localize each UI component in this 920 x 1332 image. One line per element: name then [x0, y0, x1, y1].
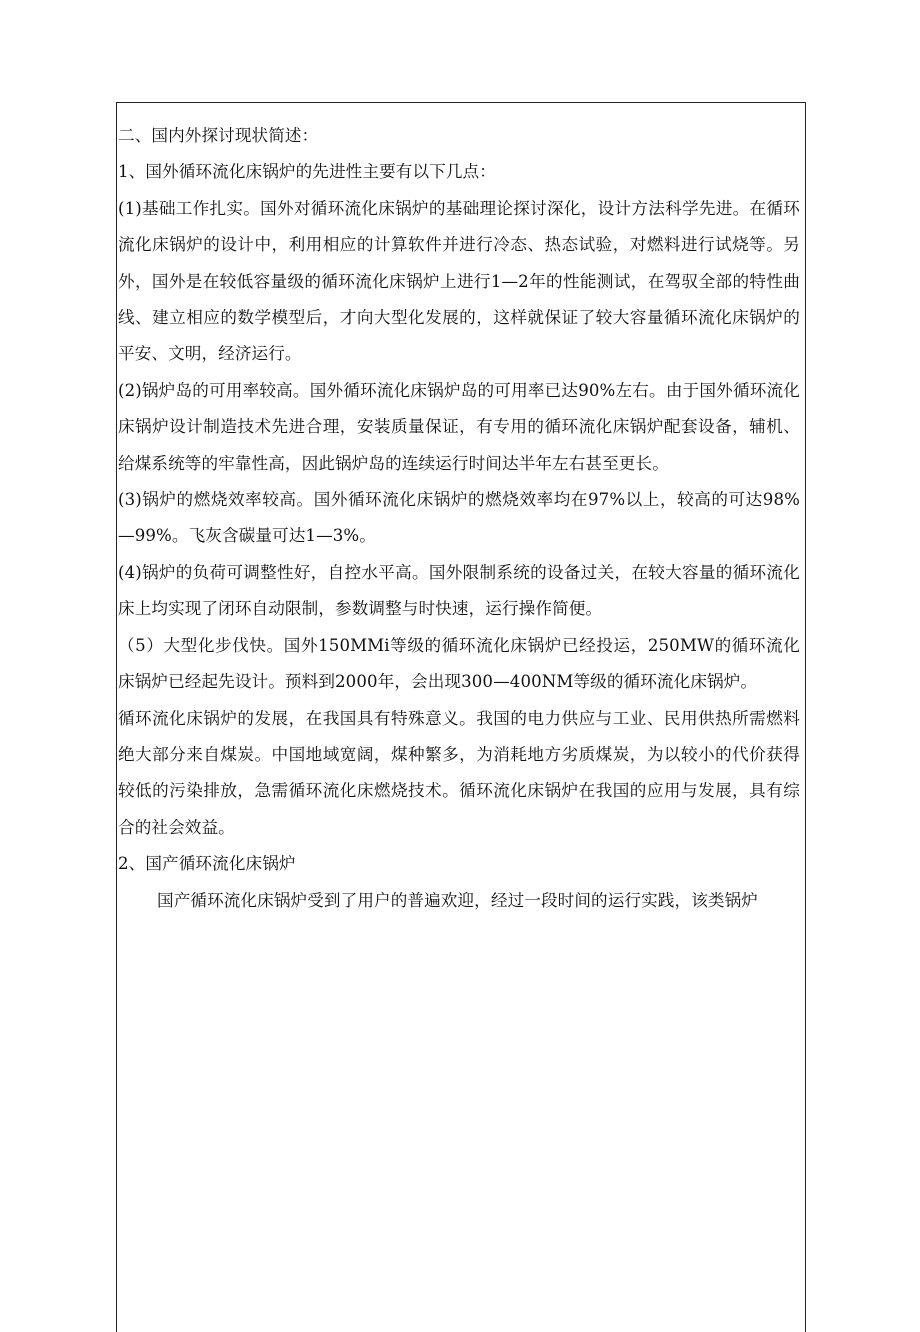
subheading-foreign-advantages: 1、国外循环流化床锅炉的先进性主要有以下几点：: [118, 162, 496, 182]
paragraph-item-5: （5）大型化步伐快。国外150MMi等级的循环流化床锅炉已经投运，250MW的循环流化床锅炉已经起先设计。预料到2000年，会出现300—400NM等级的循环流化床锅炉。: [118, 635, 800, 692]
paragraph-item-1: (1)基础工作扎实。国外对循环流化床锅炉的基础理论探讨深化，设计方法科学先进。在循环流化床锅炉的设计中，利用相应的计算软件并进行冷态、热态试验，对燃料进行试烧等。另外，国外是在较低容量级的循环流化床锅炉上进行1—2年的性能测试，在驾驭全部的特性曲线、建立相应的数学模型后，才向大型化发展的，这样就保证了较大容量循环流化床锅炉的平安、文明，经济运行。: [118, 198, 800, 364]
section-heading: 二、国内外探讨现状简述：: [118, 126, 319, 145]
paragraph-summary: 循环流化床锅炉的发展，在我国具有特殊意义。我国的电力供应与工业、民用供热所需燃料绝大部分来自煤炭。中国地域宽阔，煤种繁多，为消耗地方劣质煤炭，为以较小的代价获得较低的污染排放，急需循环流化床燃烧技术。循环流化床锅炉在我国的应用与发展，具有综合的社会效益。: [118, 708, 800, 837]
paragraph-item-3: (3)锅炉的燃烧效率较高。国外循环流化床锅炉的燃烧效率均在97%以上，较高的可达98%—99%。飞灰含碳量可达1—3%。: [118, 490, 800, 546]
document-body: [118, 118, 800, 919]
paragraph-domestic: 国产循环流化床锅炉受到了用户的普遍欢迎，经过一段时间的运行实践，该类锅炉: [157, 890, 758, 910]
subheading-domestic-boilers: 2、国产循环流化床锅炉: [118, 854, 296, 874]
paragraph-item-2: (2)锅炉岛的可用率较高。国外循环流化床锅炉岛的可用率已达90%左右。由于国外循环流化床锅炉设计制造技术先进合理，安装质量保证，有专用的循环流化床锅炉配套设备，辅机、给煤系统等的牢靠性高，因此锅炉岛的连续运行时间达半年左右甚至更长。: [118, 380, 800, 473]
paragraph-item-4: (4)锅炉的负荷可调整性好，自控水平高。国外限制系统的设备过关，在较大容量的循环流化床上均实现了闭环自动限制，参数调整与时快速，运行操作简便。: [118, 562, 800, 619]
